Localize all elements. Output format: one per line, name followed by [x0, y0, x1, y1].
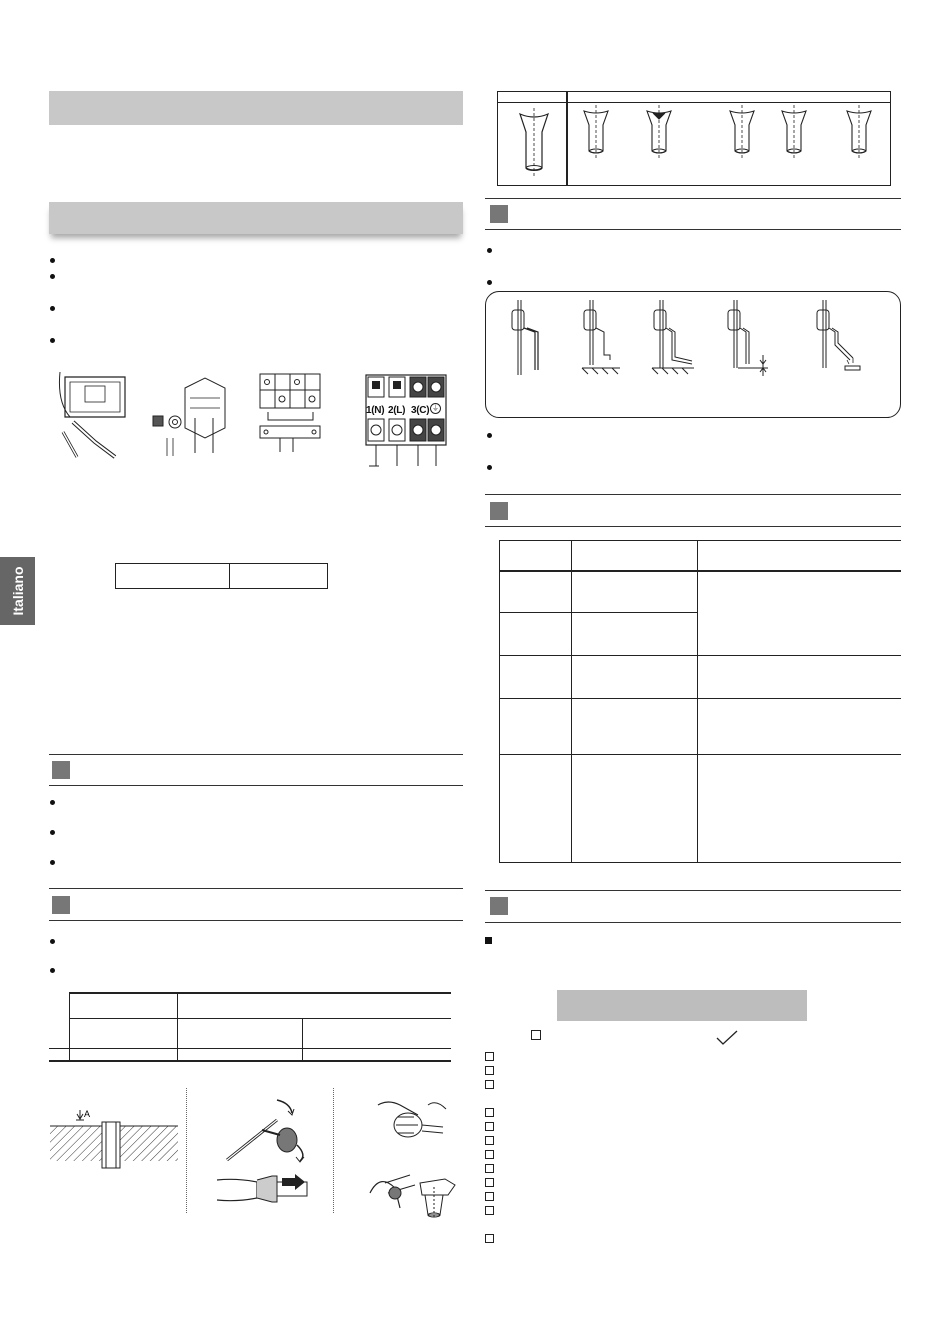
- pipe-reamer-illustration: [222, 1095, 317, 1165]
- table-col-divider: [69, 992, 70, 1061]
- table-rule: [49, 1048, 451, 1049]
- bullet-icon: [50, 800, 55, 805]
- drain-pipe-illustration: [815, 300, 865, 375]
- checklist-checkbox[interactable]: [485, 1080, 494, 1089]
- table-row-rule: [499, 612, 698, 613]
- flare-defect-icon: [645, 105, 673, 160]
- section-marker-icon: [490, 502, 508, 520]
- drain-pipe-illustration: [726, 300, 771, 378]
- terminal-label-2: 2(L): [388, 405, 406, 416]
- section-rule-bottom: [49, 785, 463, 786]
- flare-defect-icon: [845, 105, 873, 160]
- checkmark-icon: [716, 1030, 738, 1046]
- drain-pipe-illustration: [652, 300, 697, 375]
- table-col-divider: [697, 540, 698, 863]
- flare-defect-icon: [728, 105, 756, 160]
- checklist-checkbox[interactable]: [485, 1206, 494, 1215]
- bullet-icon: [487, 465, 492, 470]
- terminal-label-1: 1(N): [366, 405, 385, 416]
- wiring-illustration-indoor-unit: [55, 372, 135, 462]
- section-rule-top: [485, 198, 901, 199]
- section-marker-icon: [52, 761, 70, 779]
- table-row-rule: [499, 754, 901, 755]
- wrench-flare-illustration: [360, 1163, 465, 1223]
- checklist-checkbox[interactable]: [485, 1136, 494, 1145]
- header-bar-2: [49, 202, 463, 234]
- square-bullet-icon: [485, 937, 492, 944]
- pipe-cross-section-illustration: [50, 1108, 180, 1168]
- flare-defect-icon: [780, 105, 808, 160]
- drain-pipe-illustration: [582, 300, 622, 375]
- table-row-rule: [499, 655, 901, 656]
- table-border-bottom: [499, 862, 901, 863]
- bullet-icon: [50, 860, 55, 865]
- section-rule-bottom: [485, 526, 901, 527]
- checklist-checkbox[interactable]: [485, 1066, 494, 1075]
- bullet-icon: [50, 830, 55, 835]
- table-col-divider: [177, 992, 178, 1061]
- checklist-checkbox[interactable]: [485, 1178, 494, 1187]
- bullet-icon: [487, 433, 492, 438]
- table-col-divider: [499, 540, 500, 863]
- svg-text:A: A: [84, 1109, 91, 1119]
- troubleshooting-table: [499, 540, 901, 863]
- table-rule: [69, 1018, 451, 1019]
- section-rule-bottom: [49, 920, 463, 921]
- terminal-block-diagram: [364, 373, 449, 468]
- wiring-illustration-screw-bracket: [145, 378, 230, 458]
- table-border-bottom: [49, 1060, 451, 1062]
- spec-box: [115, 563, 328, 589]
- flare-defect-icon: [582, 105, 610, 160]
- section-rule-top: [49, 888, 463, 889]
- flare-nut-pipe-illustration: [217, 1172, 317, 1206]
- section-rule-top: [485, 890, 901, 891]
- bullet-icon: [50, 306, 55, 311]
- table-row-rule: [499, 698, 901, 699]
- checkbox-icon: [531, 1030, 541, 1040]
- checklist-checkbox[interactable]: [485, 1192, 494, 1201]
- bullet-icon: [487, 280, 492, 285]
- flare-correct-icon: [516, 108, 552, 176]
- bullet-icon: [50, 939, 55, 944]
- flaring-table: [49, 992, 451, 1061]
- bullet-icon: [50, 338, 55, 343]
- section-marker-icon: [52, 896, 70, 914]
- dotted-divider: [186, 1088, 187, 1213]
- spec-box-divider: [229, 564, 230, 588]
- table-header-rule: [499, 570, 901, 572]
- section-rule-bottom: [485, 229, 901, 230]
- language-side-tab: [0, 557, 35, 625]
- section-rule-bottom: [485, 922, 901, 923]
- terminal-label-3: 3(C): [411, 405, 430, 416]
- checklist-checkbox[interactable]: [485, 1150, 494, 1159]
- checklist-header-bar: [557, 990, 807, 1021]
- flare-check-figure: [497, 91, 891, 186]
- wiring-illustration-terminal-strip: [258, 372, 323, 452]
- bullet-icon: [487, 248, 492, 253]
- section-rule-top: [49, 754, 463, 755]
- figure-col-divider: [566, 92, 568, 185]
- figure-header-rule: [498, 102, 890, 103]
- section-marker-icon: [490, 897, 508, 915]
- ground-symbol-icon: ⏚: [432, 405, 439, 412]
- checklist-checkbox[interactable]: [485, 1108, 494, 1117]
- drain-pipe-illustration: [510, 300, 545, 375]
- language-side-tab-label: Italiano: [9, 566, 26, 616]
- checklist-checkbox[interactable]: [485, 1052, 494, 1061]
- checklist-checkbox[interactable]: [485, 1122, 494, 1131]
- table-col-divider: [302, 1018, 303, 1061]
- table-border-top: [499, 540, 901, 541]
- checklist-checkbox[interactable]: [485, 1234, 494, 1243]
- bullet-icon: [50, 274, 55, 279]
- hand-tightening-illustration: [378, 1095, 448, 1145]
- section-rule-top: [485, 494, 901, 495]
- table-col-divider: [571, 540, 572, 863]
- table-border-top: [49, 992, 451, 994]
- section-marker-icon: [490, 205, 508, 223]
- checklist-checkbox[interactable]: [485, 1164, 494, 1173]
- table-cell-dark: [49, 992, 69, 1048]
- header-bar-1: [49, 91, 463, 125]
- bullet-icon: [50, 968, 55, 973]
- dotted-divider: [333, 1088, 334, 1213]
- bullet-icon: [50, 258, 55, 263]
